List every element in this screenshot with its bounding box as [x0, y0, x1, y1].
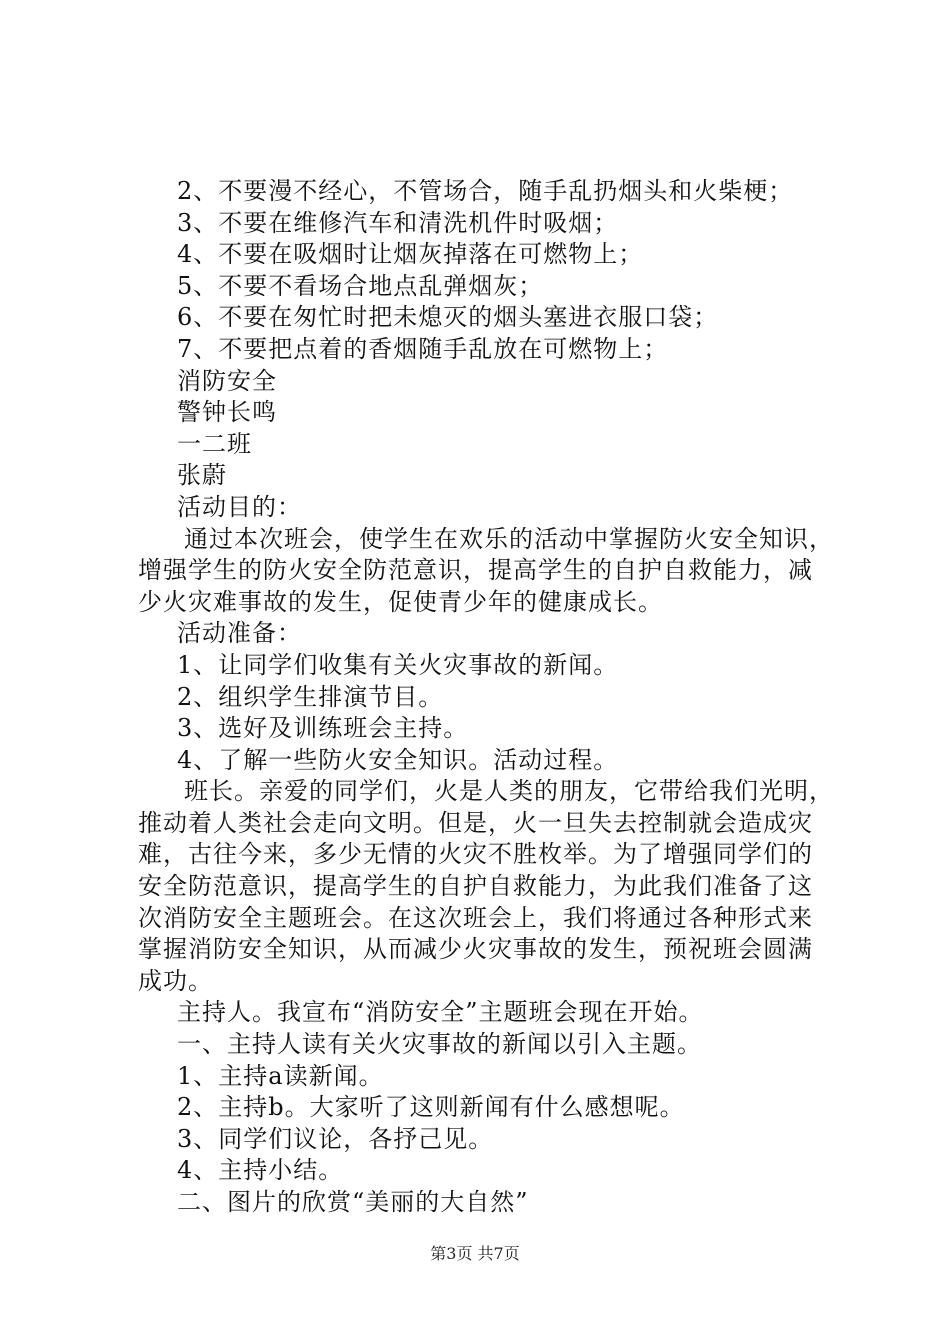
text-line: 班长。亲爱的同学们，火是人类的朋友，它带给我们光明，	[184, 777, 834, 806]
text-line: 掌握消防安全知识，从而减少火灾事故的发生，预祝班会圆满	[138, 935, 813, 964]
text-line: 3、同学们议论，各抒己见。	[177, 1124, 494, 1153]
text-line: 增强学生的防火安全防范意识，提高学生的自护自救能力，减	[138, 556, 813, 585]
text-line: 活动目的：	[177, 492, 302, 521]
text-line: 4、主持小结。	[177, 1156, 344, 1185]
text-line: 警钟长鸣	[177, 398, 277, 427]
text-line: 3、选好及训练班会主持。	[177, 714, 469, 743]
page-number-text: 第3页 共7页	[430, 1244, 520, 1263]
text-line: 次消防安全主题班会。在这次班会上，我们将通过各种形式来	[138, 903, 813, 932]
text-line: 安全防范意识，提高学生的自护自救能力，为此我们准备了这	[138, 872, 813, 901]
text-line: 二、图片的欣赏“美丽的大自然”	[177, 1188, 529, 1216]
document-body	[138, 176, 832, 1219]
text-line: 一二班	[177, 429, 252, 458]
text-line: 1、主持a读新闻。	[177, 1061, 384, 1090]
text-line: 1、让同学们收集有关火灾事故的新闻。	[177, 650, 619, 679]
page-footer	[0, 1241, 950, 1264]
text-line: 2、不要漫不经心，不管场合，随手乱扔烟头和火柴梗；	[177, 177, 794, 205]
text-line: 4、了解一些防火安全知识。活动过程。	[177, 745, 619, 774]
text-line: 一、主持人读有关火灾事故的新闻以引入主题。	[177, 1030, 702, 1059]
text-line: 6、不要在匆忙时把未熄灭的烟头塞进衣服口袋；	[177, 303, 719, 332]
text-line: 2、组织学生排演节目。	[177, 682, 444, 711]
text-line: 5、不要不看场合地点乱弹烟灰；	[177, 271, 544, 300]
text-line: 活动准备：	[177, 619, 302, 648]
text-line: 主持人。我宣布“消防安全”主题班会现在开始。	[177, 998, 704, 1027]
text-line: 通过本次班会，使学生在欢乐的活动中掌握防火安全知识，	[184, 524, 834, 553]
text-line: 张蔚	[177, 461, 227, 490]
text-line: 难，古往今来，多少无情的火灾不胜枚举。为了增强同学们的	[138, 840, 813, 869]
text-line: 消防安全	[177, 366, 277, 395]
text-line: 成功。	[138, 966, 213, 995]
text-line: 2、主持b。大家听了这则新闻有什么感想呢。	[177, 1093, 685, 1122]
text-line: 3、不要在维修汽车和清洗机件时吸烟；	[177, 208, 619, 237]
text-line: 推动着人类社会走向文明。但是，火一旦失去控制就会造成灾	[138, 808, 813, 837]
text-line: 少火灾难事故的发生，促使青少年的健康成长。	[138, 587, 663, 616]
text-line: 4、不要在吸烟时让烟灰掉落在可燃物上；	[177, 240, 644, 269]
text-line: 7、不要把点着的香烟随手乱放在可燃物上；	[177, 334, 669, 363]
